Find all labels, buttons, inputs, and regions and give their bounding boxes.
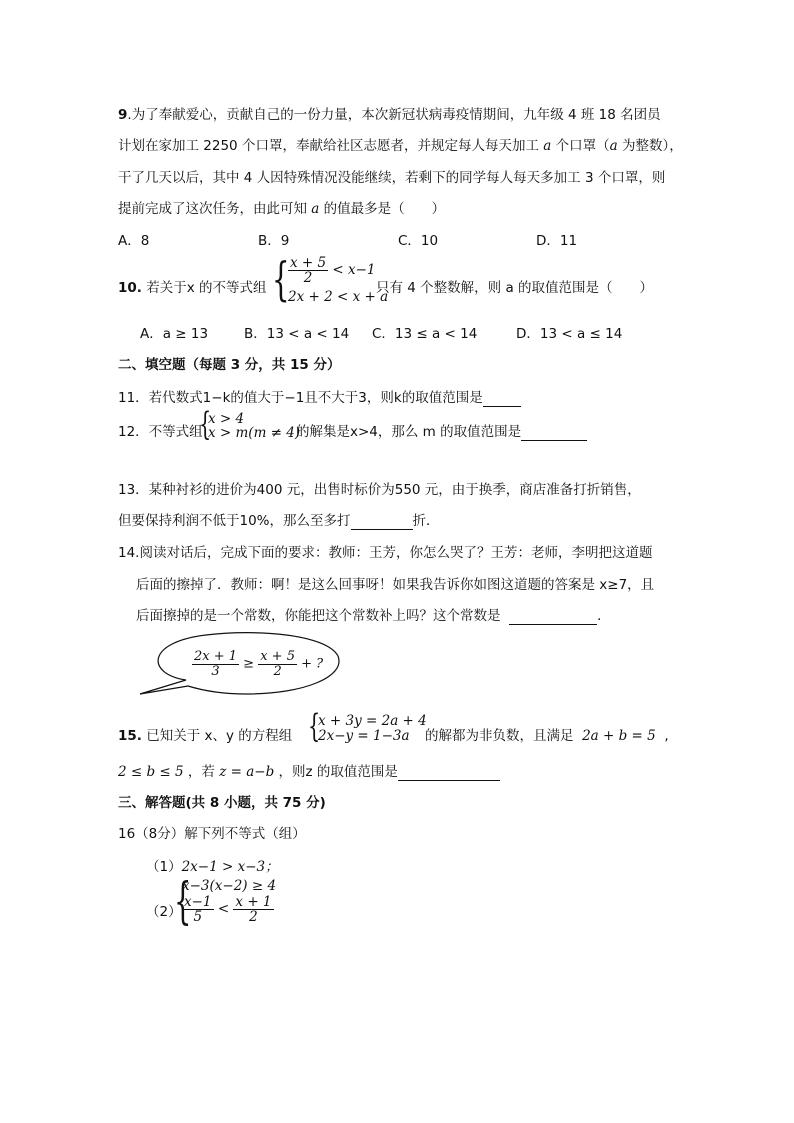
q9-option-a[interactable]: A．8 <box>118 233 150 249</box>
q15-stem-a: 15. 已知关于 x、y 的方程组 <box>118 728 293 744</box>
q16-part2-row2: $\frac{x-1}{5}$ < $\frac{x + 1}{2}$ <box>184 894 272 926</box>
bubble-inequality: $\frac{2x + 1}{3}$ ≥ $\frac{x + 5}{2}$ + ? <box>194 649 324 679</box>
q9-option-b[interactable]: B．9 <box>258 233 290 249</box>
q16-title: 16（8分）解下列不等式（组） <box>118 826 306 842</box>
section2-title: 二、填空题（每题 3 分，共 15 分） <box>118 357 341 373</box>
q10-number: 10. 若关于x 的不等式组 <box>118 280 267 296</box>
q13-answer-blank[interactable] <box>351 513 413 530</box>
q14-answer-blank[interactable] <box>509 608 597 625</box>
q16-brace: { <box>174 872 192 930</box>
q9-line3: 干了几天以后，其中 4 人因特殊情况没能继续，若剩下的同学每人每天多加工 3 个口罩，则 <box>118 170 666 186</box>
q15-eq2: 2x−y = 1−3a <box>318 728 410 744</box>
section3-title: 三、解答题(共 8 小题，共 75 分) <box>118 795 326 811</box>
q12-suffix: 的解集是x>4，那么 m 的取值范围是 <box>296 420 587 441</box>
q15-brace: { <box>308 707 321 745</box>
q16-part1: （1）2x−1 > x−3； <box>146 859 279 875</box>
q10-option-d[interactable]: D．13 < a ≤ 14 <box>516 326 623 342</box>
q10-option-b[interactable]: B．13 < a < 14 <box>244 326 350 342</box>
q14-line3: 后面擦掉的是一个常数，你能把这个常数补上吗？这个常数是 ． <box>136 608 611 624</box>
q12-prefix: 12．不等式组 <box>118 424 203 440</box>
q12-row1: x > 4 <box>208 411 245 427</box>
q10-option-c[interactable]: C．13 ≤ a < 14 <box>372 326 478 342</box>
q9-option-c[interactable]: C．10 <box>398 233 439 249</box>
q15-answer-blank[interactable] <box>398 764 500 781</box>
q11: 11．若代数式1−k的值大于−1且不大于3，则k的取值范围是 <box>118 386 521 407</box>
q9-line2: 计划在家加工 2250 个口罩，奉献给社区志愿者，并规定每人每天加工 a 个口罩（a 为整数）， <box>118 138 683 154</box>
q9-line1: 9.为了奉献爱心，贡献自己的一份力量，本次新冠状病毒疫情期间，九年级 4 班 18 名团员 <box>118 107 661 123</box>
q15-stem-b: 的解都为非负数，且满足 2a + b = 5 , <box>425 728 669 744</box>
q16-part2-row1: x−3(x−2) ≥ 4 <box>182 878 277 894</box>
q15-line2: 2 ≤ b ≤ 5 ，若 z = a−b ，则z 的取值范围是 <box>118 760 500 781</box>
q10-option-a[interactable]: A．a ≥ 13 <box>140 326 209 342</box>
q11-answer-blank[interactable] <box>483 390 521 407</box>
q9-option-d[interactable]: D．11 <box>536 233 578 249</box>
q10-stem-b: 只有 4 个整数解，则 a 的取值范围是（ ） <box>376 280 654 296</box>
q12-row2: x > m(m ≠ 4) <box>208 425 301 441</box>
q9-line4: 提前完成了这次任务，由此可知 a 的值最多是（ ） <box>118 201 446 217</box>
q12-answer-blank[interactable] <box>521 424 587 441</box>
q13-line2: 但要保持利润不低于10%，那么至多打 折． <box>118 513 440 529</box>
q14-line2: 后面的擦掉了．教师：啊！是这么回事呀！如果我告诉你如图这道题的答案是 x≥7，且 <box>136 577 655 593</box>
q10-ineq2: 2x + 2 < x + a <box>288 289 389 305</box>
q16-part2-label: （2） <box>146 904 182 920</box>
q13-line1: 13．某种衬衫的进价为400 元，出售时标价为550 元，由于换季，商店准备打折销售， <box>118 482 641 498</box>
q10-brace: { <box>272 252 290 306</box>
q15-eq1: x + 3y = 2a + 4 <box>318 713 427 729</box>
q14-line1: 14.阅读对话后，完成下面的要求：教师：王芳，你怎么哭了？王芳：老师，李明把这道题 <box>118 545 653 561</box>
q9-number: 9 <box>118 107 128 123</box>
q10-ineq1: $\frac{x + 5}{2}$ < x−1 <box>290 255 376 287</box>
q12-brace: { <box>199 405 212 443</box>
